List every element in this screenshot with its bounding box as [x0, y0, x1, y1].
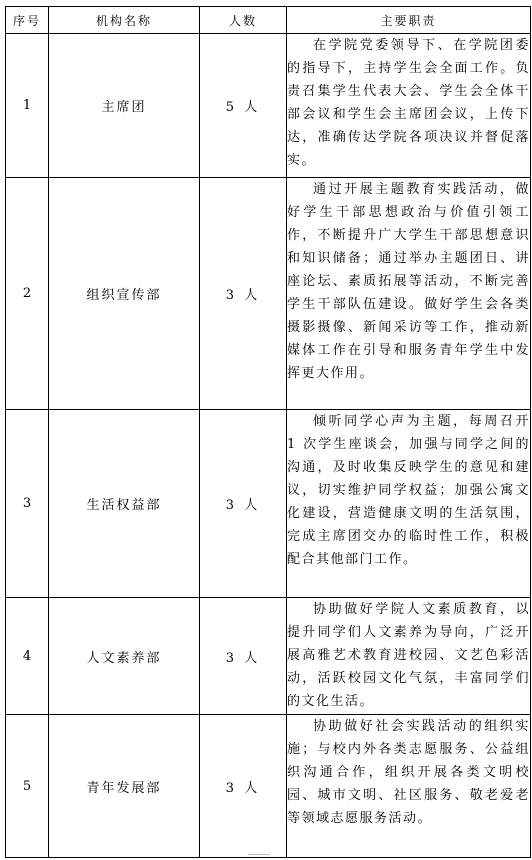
table-row: [6, 178, 531, 410]
table-row: [6, 34, 531, 178]
org-name: 组织宣传部: [49, 178, 200, 410]
org-name: 人文素养部: [49, 598, 200, 715]
row-index: 3: [6, 410, 49, 598]
row-index: 4: [6, 598, 49, 715]
row-index: 5: [6, 715, 49, 858]
org-name: 主席团: [49, 34, 200, 178]
duties-text: 协助做好学院人文素质教育，以提升同学们人文素养为导向，广泛开展高雅艺术教育进校园、文艺色彩活动，活跃校园文化气氛，丰富同学们的文化生活。: [287, 598, 531, 715]
duties-text: 倾听同学心声为主题，每周召开 1 次学生座谈会，加强与同学之间的沟通，及时收集反映学生的意见和建议，切实维护同学权益；加强公寓文化建设，营造健康文明的生活氛围，完成主席团交办的临时性工作，积极配合其他部门工作。: [287, 410, 531, 598]
headcount: 3 人: [200, 178, 287, 410]
org-name: 生活权益部: [49, 410, 200, 598]
header-duties: 主要职责: [287, 7, 531, 34]
page-bottom-mark: [248, 854, 270, 855]
org-name: 青年发展部: [49, 715, 200, 858]
header-headcount: 人数: [200, 7, 287, 34]
duties-text: 通过开展主题教育实践活动，做好学生干部思想政治与价值引领工作，不断提升广大学生干部思想意识和知识储备；通过举办主题团日、讲座论坛、素质拓展等活动，不断完善学生干部队伍建设。做好学生会各类摄影摄像、新闻采访等工作，推动新媒体工作在引导和服务青年学生中发挥更大作用。: [287, 178, 531, 410]
table-row: [6, 598, 531, 715]
headcount: 5 人: [200, 34, 287, 178]
headcount: 3 人: [200, 410, 287, 598]
row-index: 2: [6, 178, 49, 410]
table-row: [6, 715, 531, 858]
table-header-row: [6, 7, 531, 34]
organization-table: [5, 6, 531, 858]
table-row: [6, 410, 531, 598]
row-index: 1: [6, 34, 49, 178]
header-org-name: 机构名称: [49, 7, 200, 34]
duties-text: 协助做好社会实践活动的组织实施；与校内外各类志愿服务、公益组织沟通合作，组织开展各类文明校园、城市文明、社区服务、敬老爱老等领域志愿服务活动。: [287, 715, 531, 858]
header-index: 序号: [6, 7, 49, 34]
headcount: 3 人: [200, 715, 287, 858]
duties-text: 在学院党委领导下、在学院团委的指导下，主持学生会全面工作。负责召集学生代表大会、学生会全体干部会议和学生会主席团会议，上传下达，准确传达学院各项决议并督促落实。: [287, 34, 531, 178]
headcount: 3 人: [200, 598, 287, 715]
